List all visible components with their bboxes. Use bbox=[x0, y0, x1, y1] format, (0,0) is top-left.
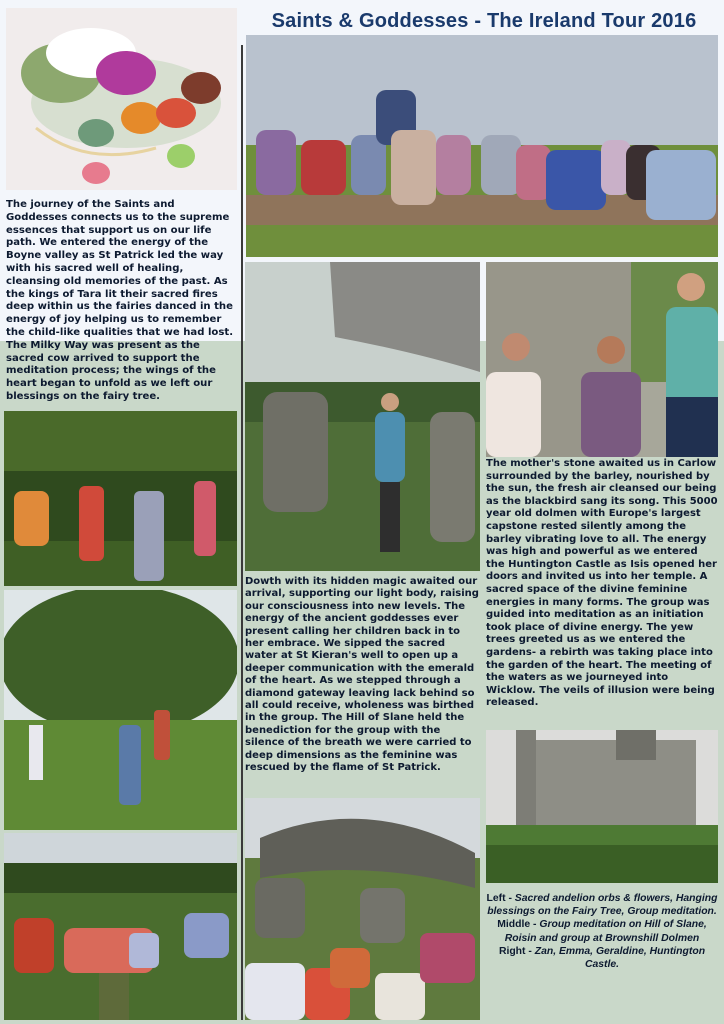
dowth-text: Dowth with its hidden magic awaited our arrival, supporting our light body, raising our consciousness into new levels. The energy of the ancient goddesses ever present calling her children back in to her embrace. We sipped the sacred water at St Kieran's well to open up a deeper communication with the emerald of the heart. As we stepped through a diamond gateway leaving lack behind so all could receive, wholeness was birthed in the group. The Hill of Slane held the benediction for the group with the silence of the breath we were carried to deep dimensions as the feminine was rescued by the flame of St Patrick. bbox=[245, 576, 479, 774]
photo-three-women bbox=[486, 262, 718, 457]
photo-huntington-castle bbox=[486, 730, 718, 883]
column-divider bbox=[241, 45, 243, 1020]
caption-right-value: Zan, Emma, Geraldine, Huntington Castle. bbox=[531, 945, 706, 971]
photo-field-meditation bbox=[4, 833, 237, 1020]
caption-left-value: Sacred andelion orbs & flowers, Hanging blessings on the Fairy Tree, Group meditation. bbox=[487, 893, 718, 918]
photo-group-meditation bbox=[246, 35, 718, 257]
mothers-stone-text: The mother's stone awaited us in Carlow surrounded by the barley, nourished by the sun, the fresh air cleansed our being as the blackbird sang its song. This 5000 year old dolmen with Europe's largest capstone rested silently among the barley vibrating love to all. The energy was high and powerful as we entered the Huntington Castle as Isis opened her doors and invited us into her temple. A sacred space of the divine feminine energies in many forms. The group was guided into meditation as an initiation took place of divine energy. The yew trees greeted us as we entered the gardens- a rebirth was taking place into the garden of the heart. The meeting of the waters as we journeyed into Wicklow. The veils of illusion were being released. bbox=[486, 458, 718, 709]
caption-middle-value: Group meditation on Hill of Slane, bbox=[536, 919, 707, 931]
photo-orbs-flowers bbox=[6, 8, 237, 190]
caption-middle-key: Middle - bbox=[497, 919, 537, 931]
milky-way-paragraph: The Milky Way was present as the sacred cow arrived to support the meditation process; the wings of the heart began to unfold as we left our blessings on the fairy tree. bbox=[6, 339, 216, 402]
photo-caption bbox=[484, 892, 720, 1020]
page-title: Saints & Goddesses - The Ireland Tour 2016 bbox=[271, 10, 697, 32]
caption-middle-2: Roisin and group at Brownshill Dolmen bbox=[504, 932, 700, 944]
intro-text bbox=[6, 199, 239, 404]
caption-right bbox=[484, 945, 720, 971]
caption-left bbox=[484, 892, 720, 918]
caption-right-key: Right - bbox=[498, 945, 532, 957]
caption-left-key: Left - bbox=[486, 893, 512, 904]
photo-dowth-stones bbox=[245, 262, 480, 571]
caption-middle bbox=[484, 918, 720, 931]
photo-fairy-tree-group bbox=[4, 411, 237, 586]
photo-tree-blessings bbox=[4, 590, 237, 830]
photo-brownshill-dolmen bbox=[245, 798, 480, 1020]
intro-paragraph: The journey of the Saints and Goddesses connects us to the supreme essences that support us on our life path. We entered the energy of the Boyne valley as St Patrick led the way with his sacred well of healing, cleansing old memories of the past. As the kings of Tara lit their sacred fires deep within us the fairies danced in the energy of joy helping us to remember the child-like qualities that we had lost. bbox=[6, 199, 234, 338]
